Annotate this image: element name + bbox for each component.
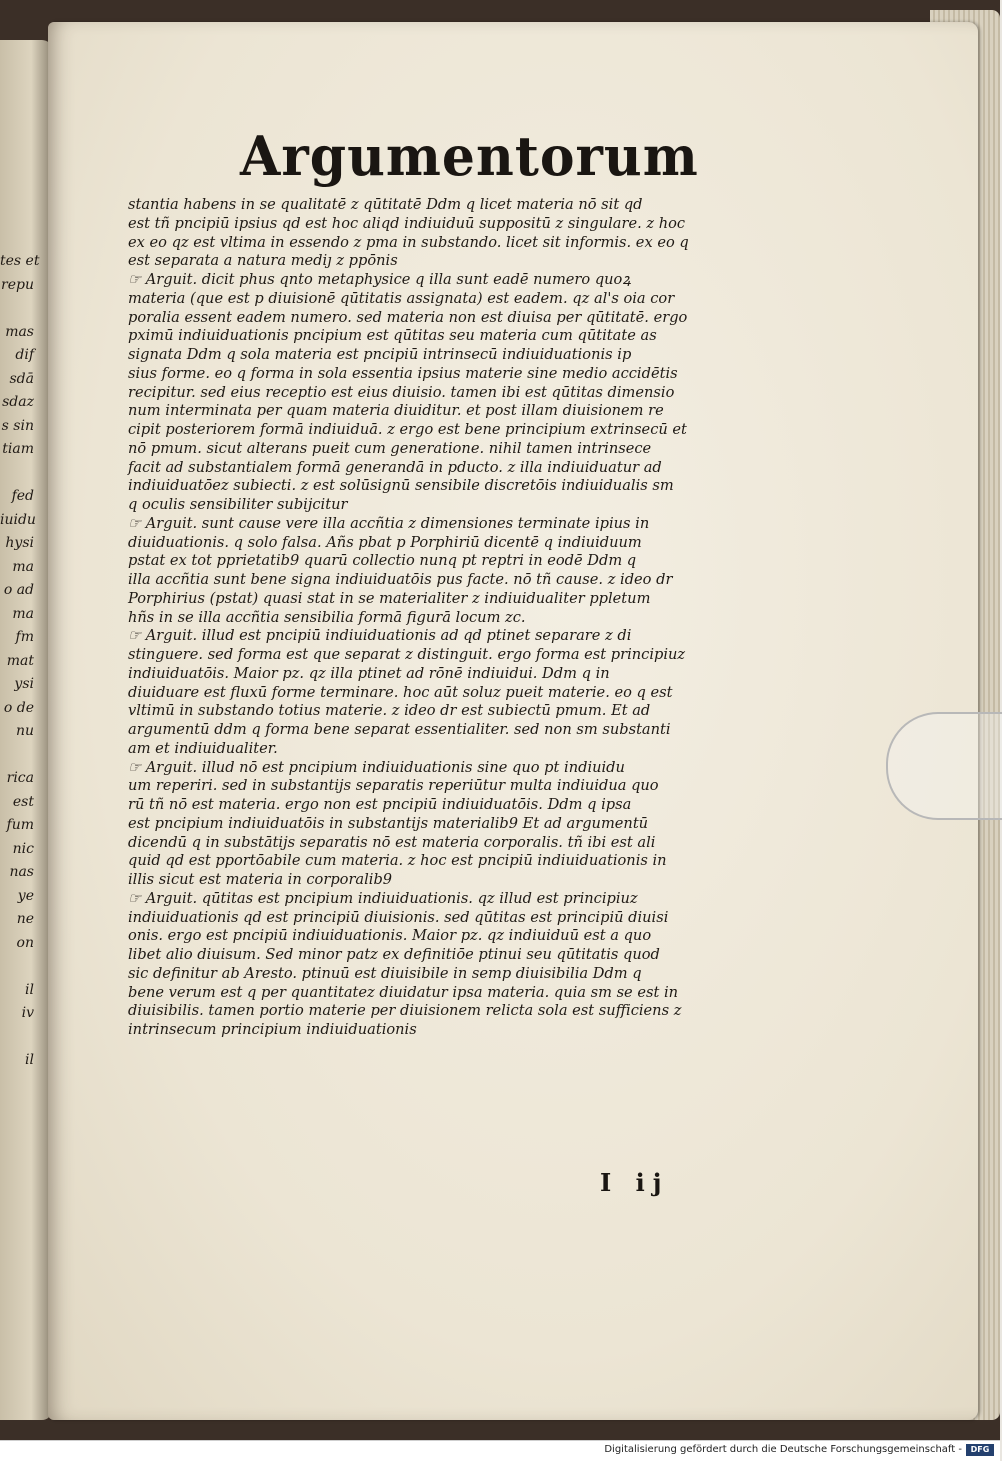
margin-fragment: iv [21,1005,34,1021]
text-line: diuiduare est fluxū forme terminare. hoc aūt soluz pueit materie. eo q est [128,683,673,701]
text-line: illa accñtia sunt bene signa indiuiduatōis pus facte. nō tñ cause. z ideo dr [128,571,673,588]
text-line: bene verum est q per quantitatez diuidatur ipsa materia. quia sm se est in [128,983,679,1001]
margin-fragment: hysi [5,535,34,551]
margin-fragment: ma [12,558,34,575]
text-line: q oculis sensibiliter subijcitur [128,496,348,513]
left-page-edge [0,40,52,1420]
text-line: stinguere. sed forma est que separat z distinguit. ergo forma est principiuz [128,646,686,663]
text-line: stantia habens in se qualitatē z qūtitatē Ddm q licet materia nō sit qd [128,196,643,213]
footer-bar [0,1440,1000,1461]
text-line: poralia essent eadem numero. sed materia non est diuisa per qūtitatē. ergo [128,308,688,326]
text-line: nō pmum. sicut alterans pueit cum generatione. nihil tamen intrinsece [128,439,652,457]
text-line: intrinsecum principium indiuiduationis [128,1021,417,1038]
margin-fragment: o ad [3,582,34,598]
text-line: indiuiduatōis. Maior pz. qz illa ptinet ad rōnē indiuidui. Ddm q in [128,664,610,682]
margin-fragment: nu [15,723,34,739]
text-line: dicendū q in substātijs separatis nō est materia corporalis. tñ ibi est ali [128,833,656,851]
margin-fragment [0,297,34,321]
footer-credit: Digitalisierung gefördert durch die Deutsche Forschungsgemeinschaft - [604,1444,962,1455]
margin-fragment: nic [12,840,34,857]
text-line: Porphirius (pstat) quasi stat in se materialiter z indiuidualiter ppletum [128,589,651,607]
margin-fragment: iuidu [0,511,36,528]
text-line: illis sicut est materia in corporalib9 [128,871,393,888]
text-line: libet alio diuisum. Sed minor patz ex definitiōe ptinui seu qūtitatis quod [128,946,660,963]
margin-fragment: fum [6,817,34,833]
margin-fragment [0,462,34,486]
text-line: facit ad substantialem formā generandā in pducto. z illa indiuiduatur ad [128,458,662,476]
margin-fragment: mat [6,652,34,669]
text-line: indiuiduatōez subiecti. z est solūsignū sensibile discretōis indiuidualis sm [128,477,674,495]
text-line: hñs in se illa accñtia sensibilia formā figurā locum zc. [128,608,526,626]
margin-fragment [0,744,34,768]
text-line: sius forme. eo q forma in sola essentia ipsius materie sine medio accidētis [128,364,678,382]
left-page-margin-text [0,250,40,1120]
page-clip [886,712,1002,820]
text-line: est pncipium indiuiduatōis in substantijs materialib9 Et ad argumentū [128,814,649,832]
margin-fragment: mas [5,323,34,340]
text-line: signata Ddm q sola materia est pncipiū intrinsecū indiuiduationis ip [128,346,632,363]
text-line: est tñ pncipiū ipsius qd est hoc aliqd indiuiduū suppositū z singulare. z hoc [128,214,686,232]
margin-fragment [0,1073,34,1097]
text-line: cipit posteriorem formā indiuiduā. z ergo est bene principium extrinsecū et [128,421,687,438]
margin-fragment: rica [6,770,34,786]
text-line: est separata a natura mediȷ z ppōnis [128,252,398,270]
text-line: ☞ Arguit. sunt cause vere illa accñtia z dimensiones terminate ipius in [128,514,650,532]
margin-fragment: nas [9,864,34,880]
text-line: rū tñ nō est materia. ergo non est pncipiū indiuiduatōis. Ddm q ipsa [128,796,632,813]
text-line: pximū indiuiduationis pncipium est qūtitas seu materia cum qūtitate as [128,327,657,345]
text-line: quid qd est pportōabile cum materia. z hoc est pncipiū indiuiduationis in [128,852,667,870]
text-line: recipitur. sed eius receptio est eius diuisio. tamen ibi est qūtitas dimensio [128,383,675,401]
margin-fragment: dif [15,347,34,363]
body-text [128,196,738,1040]
text-line: materia (que est p diuisionē qūtitatis assignata) est eadem. qz al's oia cor [128,289,675,307]
dfg-logo: DFG [966,1444,994,1456]
margin-fragment [0,1026,34,1050]
text-line: pstat ex tot pprietatib9 quarū collectio nunq pt reptri in eodē Ddm q [128,552,637,570]
margin-fragment: tes et [0,253,40,269]
text-line: diuisibilis. tamen portio materie per diuisionem relicta sola est sufficiens z [128,1002,682,1020]
margin-fragment: fed [11,488,34,504]
text-line: sic definitur ab Aresto. ptinuū est diuisibile in semp diuisibilia Ddm q [128,964,642,982]
margin-fragment: ye [17,887,34,904]
text-line: num interminata per quam materia diuiditur. et post illam diuisionem re [128,402,664,420]
margin-fragment: sdā [9,370,34,387]
margin-fragment: ne [16,911,34,927]
margin-fragment: ma [12,605,34,622]
margin-fragment: o de [3,699,34,716]
text-line: argumentū ddm q forma bene separat essentialiter. sed non sm substanti [128,721,671,738]
margin-fragment: fm [15,629,34,645]
text-line: diuiduationis. q solo falsa. Añs pbat p Porphiriū dicentē q indiuiduum [128,533,642,551]
text-line: ☞ Arguit. illud nō est pncipium indiuiduationis sine quo pt indiuidu [128,758,625,776]
margin-fragment: il [25,981,34,998]
margin-fragment [0,955,34,979]
margin-fragment: il [25,1052,34,1068]
text-line: ☞ Arguit. qūtitas est pncipium indiuiduationis. qz illud est principiuz [128,889,638,907]
margin-fragment: sdaz [2,394,34,410]
margin-fragment: repu [1,276,34,293]
text-line: ☞ Arguit. dicit phus qnto metaphysice q illa sunt eadē numero quoꝝ [128,271,631,288]
margin-fragment: ysi [14,676,34,692]
margin-fragment: s sin [1,417,34,434]
text-line: vltimū in substando totius materie. z ideo dr est subiectū pmum. Et ad [128,702,651,720]
running-head: Argumentorum [240,124,699,189]
text-line: ☞ Arguit. illud est pncipiū indiuiduationis ad qd ptinet separare z di [128,627,632,645]
margin-fragment [0,1096,34,1120]
margin-fragment: tiam [2,441,34,457]
text-line: am et indiuidualiter. [128,739,278,757]
signature-mark: I ij [600,1168,670,1197]
text-line: onis. ergo est pncipiū indiuiduationis. Maior pz. qz indiuiduū est a quo [128,927,652,945]
margin-fragment: on [16,934,34,951]
text-line: um reperiri. sed in substantijs separatis reperiūtur multa indiuidua quo [128,777,659,795]
text-line: indiuiduationis qd est principiū diuisionis. sed qūtitas est principiū diuisi [128,908,669,926]
margin-fragment: est [12,793,34,810]
text-line: ex eo qz est vltima in essendo z pma in substando. licet sit informis. ex eo q [128,233,689,251]
